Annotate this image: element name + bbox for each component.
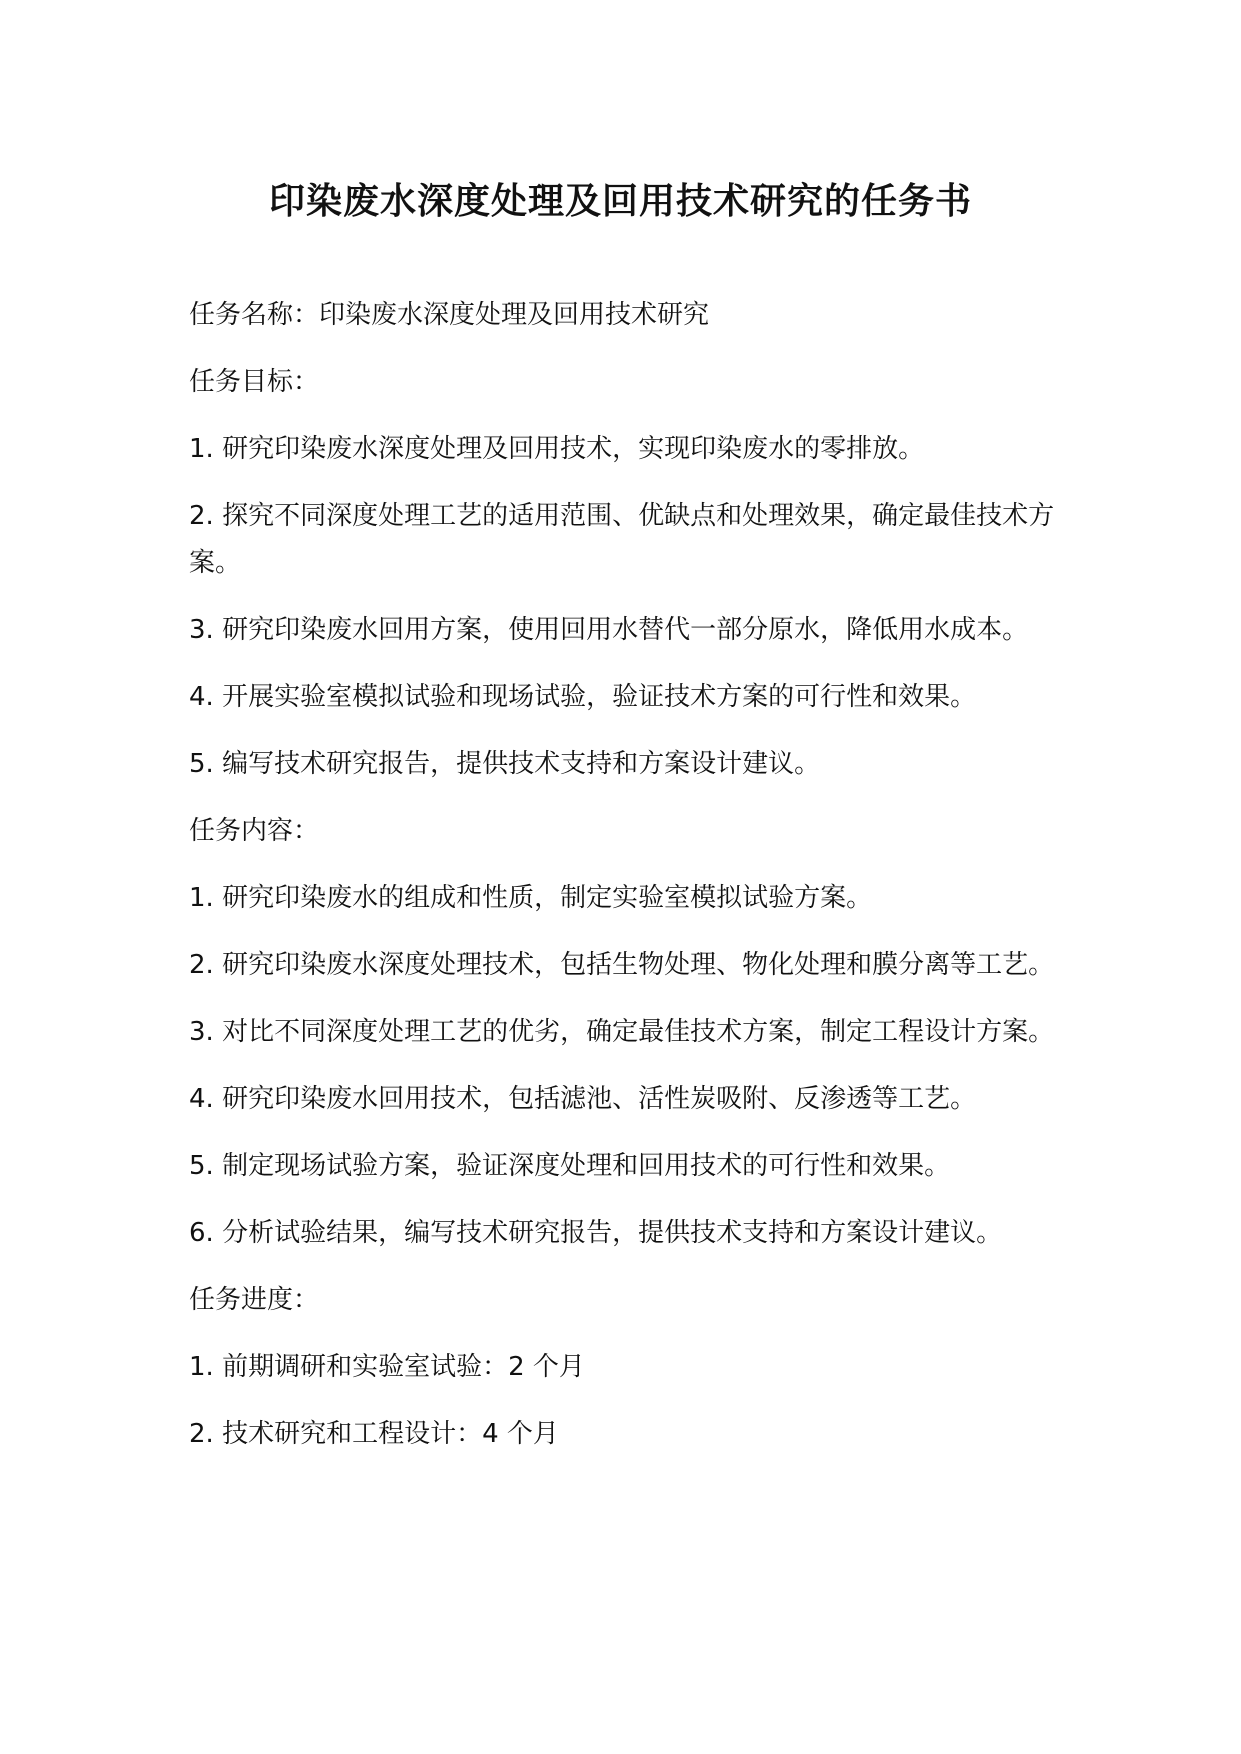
task-name-line: 任务名称：印染废水深度处理及回用技术研究 <box>189 300 710 330</box>
content-item-3: 3. 对比不同深度处理工艺的优劣，确定最佳技术方案，制定工程设计方案。 <box>189 1017 1055 1047</box>
section-heading-schedule: 任务进度： <box>189 1285 320 1315</box>
document-body <box>189 292 1069 1478</box>
section-heading-content: 任务内容： <box>189 816 320 846</box>
content-item-5: 5. 制定现场试验方案，验证深度处理和回用技术的可行性和效果。 <box>189 1151 951 1181</box>
goal-item-4: 4. 开展实验室模拟试验和现场试验，验证技术方案的可行性和效果。 <box>189 682 977 712</box>
goal-item-2: 2. 探究不同深度处理工艺的适用范围、优缺点和处理效果，确定最佳技术方案。 <box>189 501 1055 578</box>
content-item-1: 1. 研究印染废水的组成和性质，制定实验室模拟试验方案。 <box>189 883 873 913</box>
goal-item-1: 1. 研究印染废水深度处理及回用技术，实现印染废水的零排放。 <box>189 434 925 464</box>
schedule-item-1: 1. 前期调研和实验室试验：2 个月 <box>189 1352 585 1382</box>
content-item-4: 4. 研究印染废水回用技术，包括滤池、活性炭吸附、反渗透等工艺。 <box>189 1084 977 1114</box>
content-item-2: 2. 研究印染废水深度处理技术，包括生物处理、物化处理和膜分离等工艺。 <box>189 950 1055 980</box>
document-title: 印染废水深度处理及回用技术研究的任务书 <box>268 181 972 222</box>
schedule-item-2: 2. 技术研究和工程设计：4 个月 <box>189 1419 559 1449</box>
goal-item-3: 3. 研究印染废水回用方案，使用回用水替代一部分原水，降低用水成本。 <box>189 615 1029 645</box>
section-heading-goals: 任务目标： <box>189 367 320 397</box>
content-item-6: 6. 分析试验结果，编写技术研究报告，提供技术支持和方案设计建议。 <box>189 1218 1003 1248</box>
goal-item-5: 5. 编写技术研究报告，提供技术支持和方案设计建议。 <box>189 749 821 779</box>
